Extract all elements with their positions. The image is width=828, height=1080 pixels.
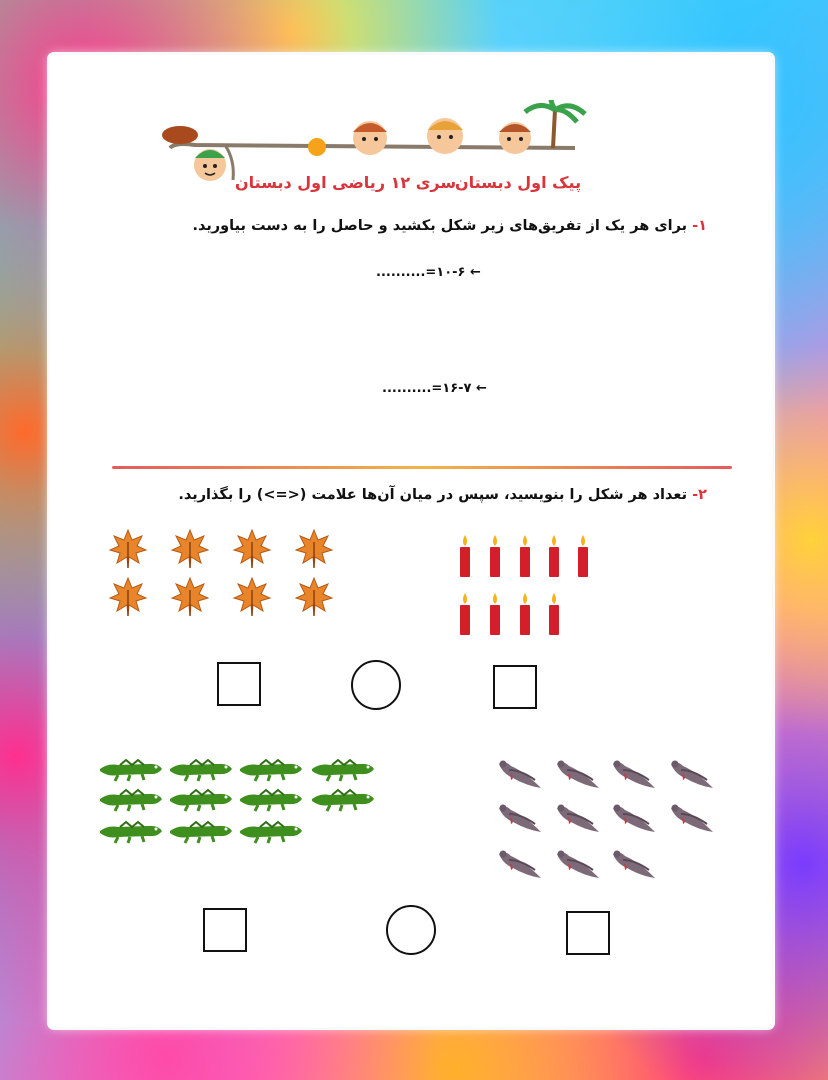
crocodile-icon [168, 755, 234, 785]
pigeon-icon [495, 758, 545, 794]
question-2-text: تعداد هر شکل را بنویسید، سپس در میان آن‌ها علامت (<=>) را بگذارید. [178, 487, 688, 503]
crocodile-icon [238, 817, 304, 847]
header-title: پیک اول دبستان [455, 173, 582, 192]
pigeon-icon [495, 848, 545, 884]
leaf-icon [170, 576, 212, 618]
candles-group [455, 533, 605, 643]
leaf-icon [294, 576, 336, 618]
pigeon-icon [495, 802, 545, 838]
pigeons-group [495, 758, 735, 888]
crocodile-icon [98, 817, 164, 847]
pigeon-icon [553, 848, 603, 884]
crocodile-icon [238, 785, 304, 815]
question-1-title [192, 218, 707, 234]
candle-icon [573, 533, 593, 579]
worksheet-paper [50, 55, 772, 1027]
crocodile-icon [98, 785, 164, 815]
leaf-icon [232, 528, 274, 570]
crocodile-icon [98, 755, 164, 785]
crocodile-icon [310, 785, 376, 815]
candle-icon [544, 591, 564, 637]
leaf-icon [232, 576, 274, 618]
question-2-title [178, 487, 707, 503]
candle-icon [455, 591, 475, 637]
leaf-icon [108, 528, 150, 570]
question-2-number: ۲- [692, 487, 707, 503]
leaf-icon [170, 528, 212, 570]
arrow-icon: ← [470, 265, 481, 280]
pigeon-icon [609, 848, 659, 884]
candle-icon [485, 591, 505, 637]
compare-circle-1[interactable] [351, 660, 401, 710]
pigeon-icon [667, 758, 717, 794]
question-1-number: ۱- [692, 218, 707, 234]
pigeon-icon [553, 758, 603, 794]
pigeon-icon [553, 802, 603, 838]
arrow-icon: ← [476, 381, 487, 396]
leaf-icon [108, 576, 150, 618]
header-kids-illustration [155, 100, 595, 210]
candle-icon [455, 533, 475, 579]
candle-icon [485, 533, 505, 579]
question-1-text: برای هر یک از تفریق‌های زیر شکل بکشید و حاصل را به دست بیاورید. [192, 218, 688, 234]
crocodile-icon [168, 785, 234, 815]
pigeon-icon [609, 758, 659, 794]
leaf-icon [294, 528, 336, 570]
equation-2-text: ۱۶-۷=.......... [382, 381, 472, 396]
leaves-group [108, 528, 348, 628]
equation-1-text: ۱۰-۶=.......... [376, 265, 466, 280]
candle-icon [515, 591, 535, 637]
answer-box-crocodiles[interactable] [203, 908, 247, 952]
candle-icon [544, 533, 564, 579]
crocodiles-group [98, 755, 388, 855]
answer-box-pigeons[interactable] [566, 911, 610, 955]
answer-box-candles[interactable] [493, 665, 537, 709]
answer-box-leaves[interactable] [217, 662, 261, 706]
crocodile-icon [238, 755, 304, 785]
equation-2 [382, 381, 487, 396]
pigeon-icon [667, 802, 717, 838]
header-subtitle: سری ۱۲ ریاضی اول دبستان [235, 173, 457, 192]
compare-circle-2[interactable] [386, 905, 436, 955]
pigeon-icon [609, 802, 659, 838]
section-divider [112, 466, 732, 469]
crocodile-icon [168, 817, 234, 847]
equation-1 [376, 265, 481, 280]
crocodile-icon [310, 755, 376, 785]
candle-icon [515, 533, 535, 579]
